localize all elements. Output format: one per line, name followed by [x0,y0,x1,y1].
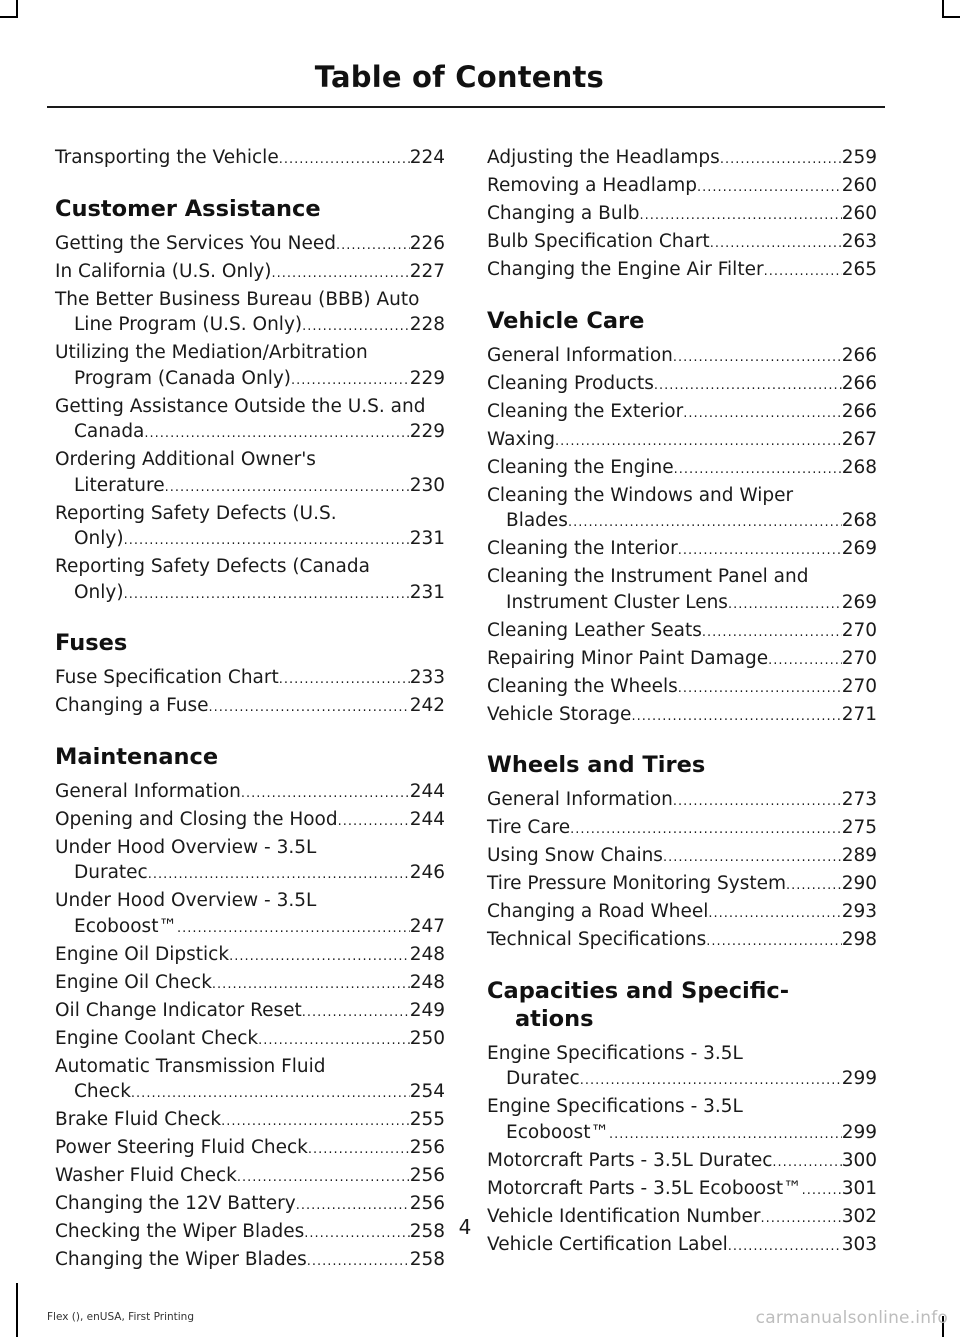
toc-entry-title: Engine Oil Dipstick [55,943,230,965]
toc-entry-title: Cleaning the Exterior [487,400,684,422]
toc-entry[interactable] [55,1135,445,1163]
toc-entry[interactable] [487,455,877,483]
toc-entry-page: 298 [841,929,877,950]
toc-entry-page: 226 [409,232,445,254]
toc-entry-page: 258 [409,1249,445,1270]
toc-entry-page: 247 [409,915,445,937]
toc-entry[interactable] [487,483,877,536]
toc-entry-page: 244 [409,780,445,802]
toc-entry[interactable] [487,899,877,927]
toc-entry-page: 229 [409,421,445,442]
toc-entry-title: Power Steering Fluid Check [55,1137,308,1158]
toc-entry-title: Ecoboost™ [74,915,177,937]
toc-entry-page: 266 [841,400,877,422]
dot-leader [165,475,410,501]
toc-entry-page: 260 [841,175,877,196]
dot-leader [568,510,842,536]
toc-entry[interactable] [487,1094,877,1147]
toc-entry-title: Oil Change Indicator Reset [55,999,302,1021]
toc-entry[interactable] [487,674,877,702]
dot-leader [272,261,410,287]
toc-entry-title: Utilizing the Mediation/Arbitration [55,342,368,363]
dot-leader [631,704,841,730]
toc-entry-page: 266 [841,344,877,366]
toc-entry-title: Under Hood Overview - 3.5L [55,836,317,858]
toc-entry-title: Under Hood Overview - 3.5L [55,890,317,911]
toc-entry[interactable] [487,371,877,399]
toc-entry-page: 242 [409,695,445,716]
toc-entry[interactable] [55,145,445,173]
toc-entry-page: 263 [841,231,877,252]
toc-entry-page: 290 [841,873,877,894]
section-heading-vehicle-care [487,307,877,335]
dot-leader [702,620,842,646]
section-heading-text: ations [515,1005,594,1032]
dot-leader [570,817,842,843]
toc-entry[interactable] [487,646,877,674]
toc-entry[interactable] [55,1107,445,1135]
toc-entry-title: Program (Canada Only) [74,367,292,389]
crop-mark-bottom-left [16,1283,18,1337]
toc-entry-title: Brake Fluid Check [55,1109,222,1130]
toc-entry-title: General Information [487,789,673,810]
toc-entry-page: 256 [409,1193,445,1214]
dot-leader [338,809,410,835]
toc-entry-title: Changing the Engine Air Filter [487,259,764,280]
toc-entry-title: Fuse Specification Chart [55,667,279,688]
toc-entry-title: Cleaning Leather Seats [487,619,702,641]
toc-entry[interactable] [55,807,445,835]
dot-leader [241,781,410,807]
toc-entry-title: Vehicle Identification Number [487,1205,761,1227]
dot-leader [144,421,409,447]
toc-entry-page: 269 [841,538,877,559]
toc-entry-page: 303 [841,1233,877,1255]
toc-entry-page: 228 [409,314,445,335]
toc-entry[interactable] [487,871,877,899]
toc-entry-page: 270 [841,675,877,697]
dot-leader [639,203,841,229]
toc-entry[interactable] [55,1054,445,1107]
toc-entry-title: Checking the Wiper Blades [55,1221,305,1242]
toc-entry[interactable] [55,259,445,287]
toc-entry[interactable] [55,1026,445,1054]
toc-entry-title: Literature [74,474,165,496]
dot-leader [708,901,841,927]
toc-entry-title: Duratec [506,1068,580,1089]
toc-entry-page: 289 [841,845,877,866]
dot-leader [258,1028,410,1054]
section-heading-text: Vehicle Care [487,307,645,334]
toc-entry-title: In California (U.S. Only) [55,260,272,282]
toc-entry[interactable] [55,447,445,500]
toc-entry[interactable] [487,173,877,201]
dot-leader [772,1150,841,1176]
toc-entry-page: 269 [841,591,877,613]
toc-entry-title: Tire Care [487,817,571,838]
dot-leader [678,676,842,702]
toc-entry-page: 299 [841,1121,877,1143]
toc-entry-page: 300 [841,1149,877,1171]
page-number: 4 [458,1215,472,1239]
toc-entry-page: 275 [841,817,877,838]
dot-leader [279,147,410,173]
toc-entry-title: Motorcraft Parts - 3.5L Ecoboost™ [487,1177,802,1199]
toc-entry[interactable] [55,231,445,259]
toc-left-column [55,145,445,1275]
dot-leader [336,233,410,259]
section-heading-wheels-and-tires [487,751,877,779]
toc-entry[interactable] [55,394,445,447]
toc-entry[interactable] [55,501,445,554]
toc-entry-title: Technical Specifications [487,929,707,950]
toc-entry-title: Instrument Cluster Lens [506,591,728,613]
dot-leader [764,259,842,285]
toc-entry[interactable] [487,1148,877,1176]
toc-entry-page: 230 [409,474,445,496]
toc-entry-page: 248 [409,971,445,993]
toc-right-column [487,145,877,1260]
toc-entry[interactable] [55,970,445,998]
dot-leader [308,1137,410,1163]
toc-entry[interactable] [487,843,877,871]
toc-entry[interactable] [487,145,877,173]
toc-entry-page: 249 [409,999,445,1021]
toc-entry-title: Getting the Services You Need [55,232,336,254]
toc-entry-page: 270 [841,647,877,669]
toc-entry-page: 233 [409,667,445,688]
toc-entry-title: Changing the 12V Battery [55,1193,296,1214]
toc-entry-page: 231 [409,581,445,603]
dot-leader [279,667,410,693]
toc-entry-page: 255 [409,1109,445,1130]
toc-entry[interactable] [55,998,445,1026]
section-heading-text: Capacities and Specific- [487,977,790,1004]
dot-leader [302,314,410,340]
dot-leader [678,538,842,564]
dot-leader [124,528,410,554]
dot-leader [177,916,410,942]
dot-leader [710,231,842,257]
dot-leader [209,695,410,721]
toc-entry-title: Vehicle Certification Label [487,1233,728,1255]
toc-entry-title: Removing a Headlamp [487,175,698,196]
dot-leader [728,592,842,618]
toc-entry[interactable] [55,1163,445,1191]
toc-entry-title: Vehicle Storage [487,703,632,725]
toc-entry-page: 293 [841,901,877,922]
toc-entry[interactable] [487,201,877,229]
dot-leader [673,345,842,371]
toc-entry[interactable] [487,787,877,815]
toc-entry[interactable] [487,229,877,257]
toc-entry-title: Only) [74,581,124,603]
toc-entry-title: Changing the Wiper Blades [55,1249,307,1270]
toc-entry-page: 302 [841,1205,877,1227]
toc-entry-title: Cleaning the Instrument Panel and [487,566,809,587]
dot-leader [663,845,842,871]
dot-leader [229,944,410,970]
header-divider [47,106,885,108]
toc-entry[interactable] [55,340,445,393]
toc-entry-title: Using Snow Chains [487,845,663,866]
toc-entry-page: 268 [841,510,877,531]
toc-entry-title: Automatic Transmission Fluid [55,1055,326,1077]
toc-entry[interactable] [487,1176,877,1204]
section-heading-maintenance [55,743,445,771]
toc-entry-page: 256 [409,1137,445,1158]
toc-entry-title: Changing a Road Wheel [487,901,709,922]
toc-entry-page: 270 [841,619,877,641]
toc-entry-title: Cleaning the Windows and Wiper [487,484,794,506]
toc-entry-title: Cleaning Products [487,372,654,394]
section-heading-text: Wheels and Tires [487,752,706,778]
toc-entry-title: Canada [74,421,145,442]
toc-entry-title: Transporting the Vehicle [55,147,279,168]
toc-entry-title: Cleaning the Interior [487,538,678,559]
toc-entry-title: Check [74,1081,131,1102]
dot-leader [720,147,842,173]
dot-leader [768,648,842,674]
dot-leader [212,972,410,998]
toc-entry[interactable] [487,427,877,455]
toc-entry-title: Ecoboost™ [506,1121,609,1143]
toc-entry-title: Cleaning the Wheels [487,675,678,697]
toc-entry[interactable] [55,693,445,721]
toc-entry[interactable] [487,815,877,843]
toc-entry-page: 244 [409,808,445,830]
toc-entry-page: 265 [841,259,877,280]
dot-leader [131,1081,410,1107]
toc-entry-title: Getting Assistance Outside the U.S. and [55,395,426,417]
toc-entry[interactable] [55,1247,445,1275]
toc-entry-page: 260 [841,203,877,224]
toc-entry[interactable] [55,942,445,970]
dot-leader [307,1249,410,1275]
toc-entry-title: General Information [487,344,673,366]
toc-entry-page: 229 [409,367,445,389]
toc-entry-title: Engine Oil Check [55,971,212,993]
toc-entry-page: 250 [409,1027,445,1049]
dot-leader [580,1068,842,1094]
toc-entry-page: 299 [841,1068,877,1089]
toc-entry[interactable] [487,927,877,955]
dot-leader [683,401,842,427]
watermark: carmanualsonline.info [755,1308,948,1328]
toc-entry-title: Bulb Specification Chart [487,231,710,252]
toc-entry-title: Duratec [74,862,148,883]
footer-edition: Flex (), enUSA, First Printing [47,1311,194,1323]
toc-entry-title: Changing a Bulb [487,203,640,224]
toc-entry[interactable] [487,536,877,564]
dot-leader [706,929,841,955]
section-heading-text: Fuses [55,630,128,656]
toc-entry[interactable] [487,564,877,617]
toc-entry-title: Engine Specifications - 3.5L [487,1042,743,1064]
toc-entry-page: 271 [841,703,877,725]
dot-leader [654,373,842,399]
toc-entry-title: Cleaning the Engine [487,456,674,478]
toc-entry[interactable] [55,835,445,888]
toc-entry-page: 248 [409,943,445,965]
dot-leader [221,1109,410,1135]
dot-leader [291,368,410,394]
toc-entry-title: Engine Specifications - 3.5L [487,1096,743,1117]
toc-entry-page: 273 [841,789,877,810]
toc-entry[interactable] [55,779,445,807]
toc-entry-title: Blades [506,510,568,531]
section-heading-customer-assistance [55,195,445,223]
toc-entry[interactable] [487,1041,877,1094]
dot-leader [674,457,842,483]
toc-entry-page: 227 [409,260,445,282]
dot-leader [124,582,410,608]
dot-leader [697,175,842,201]
dot-leader [555,429,842,455]
crop-mark-top-right-h [942,16,960,18]
dot-leader [302,1000,410,1026]
toc-entry-title: The Better Business Bureau (BBB) Auto [55,288,420,310]
toc-entry[interactable] [55,888,445,941]
dot-leader [673,789,842,815]
dot-leader [609,1122,842,1148]
toc-entry-title: Washer Fluid Check [55,1165,237,1186]
section-heading-text: Customer Assistance [55,195,321,222]
toc-entry[interactable] [55,665,445,693]
toc-entry-title: Reporting Safety Defects (U.S. [55,502,337,524]
toc-entry[interactable] [487,257,877,285]
crop-mark-top-left-h [0,16,18,18]
section-heading-fuses [55,629,445,657]
toc-entry-page: 301 [841,1177,877,1199]
toc-entry-page: 231 [409,528,445,549]
toc-entry-title: Line Program (U.S. Only) [74,314,303,335]
dot-leader [802,1178,842,1204]
toc-entry-title: Engine Coolant Check [55,1027,259,1049]
toc-entry[interactable] [487,343,877,371]
toc-entry-title: Ordering Additional Owner's [55,449,316,470]
toc-entry[interactable] [487,399,877,427]
toc-entry-page: 259 [841,147,877,168]
toc-entry-title: Repairing Minor Paint Damage [487,647,769,669]
toc-entry[interactable] [487,618,877,646]
toc-entry-title: Tire Pressure Monitoring System [487,873,787,894]
toc-entry-page: 268 [841,456,877,478]
page-title: Table of Contents [314,60,604,94]
toc-entry[interactable] [487,702,877,730]
toc-entry-title: Motorcraft Parts - 3.5L Duratec [487,1149,773,1171]
toc-entry-title: Changing a Fuse [55,695,209,716]
toc-entry-title: General Information [55,780,241,802]
toc-entry-page: 266 [841,372,877,394]
toc-entry-page: 246 [409,862,445,883]
dot-leader [148,862,410,888]
dot-leader [786,873,842,899]
toc-entry-title: Reporting Safety Defects (Canada [55,556,370,577]
toc-entry[interactable] [55,287,445,340]
toc-entry-page: 256 [409,1165,445,1186]
toc-entry-title: Opening and Closing the Hood [55,808,338,830]
toc-entry-page: 267 [841,428,877,450]
section-heading-text: Maintenance [55,743,219,770]
toc-entry-page: 254 [409,1081,445,1102]
toc-entry-title: Only) [74,528,124,549]
toc-entry-page: 224 [409,147,445,168]
toc-entry-title: Waxing [487,428,556,450]
section-heading-capacities-and-specific-ations [487,977,877,1033]
dot-leader [237,1165,410,1191]
toc-entry[interactable] [55,554,445,607]
toc-entry-title: Adjusting the Headlamps [487,147,720,168]
toc-entry-page: 258 [409,1221,445,1242]
